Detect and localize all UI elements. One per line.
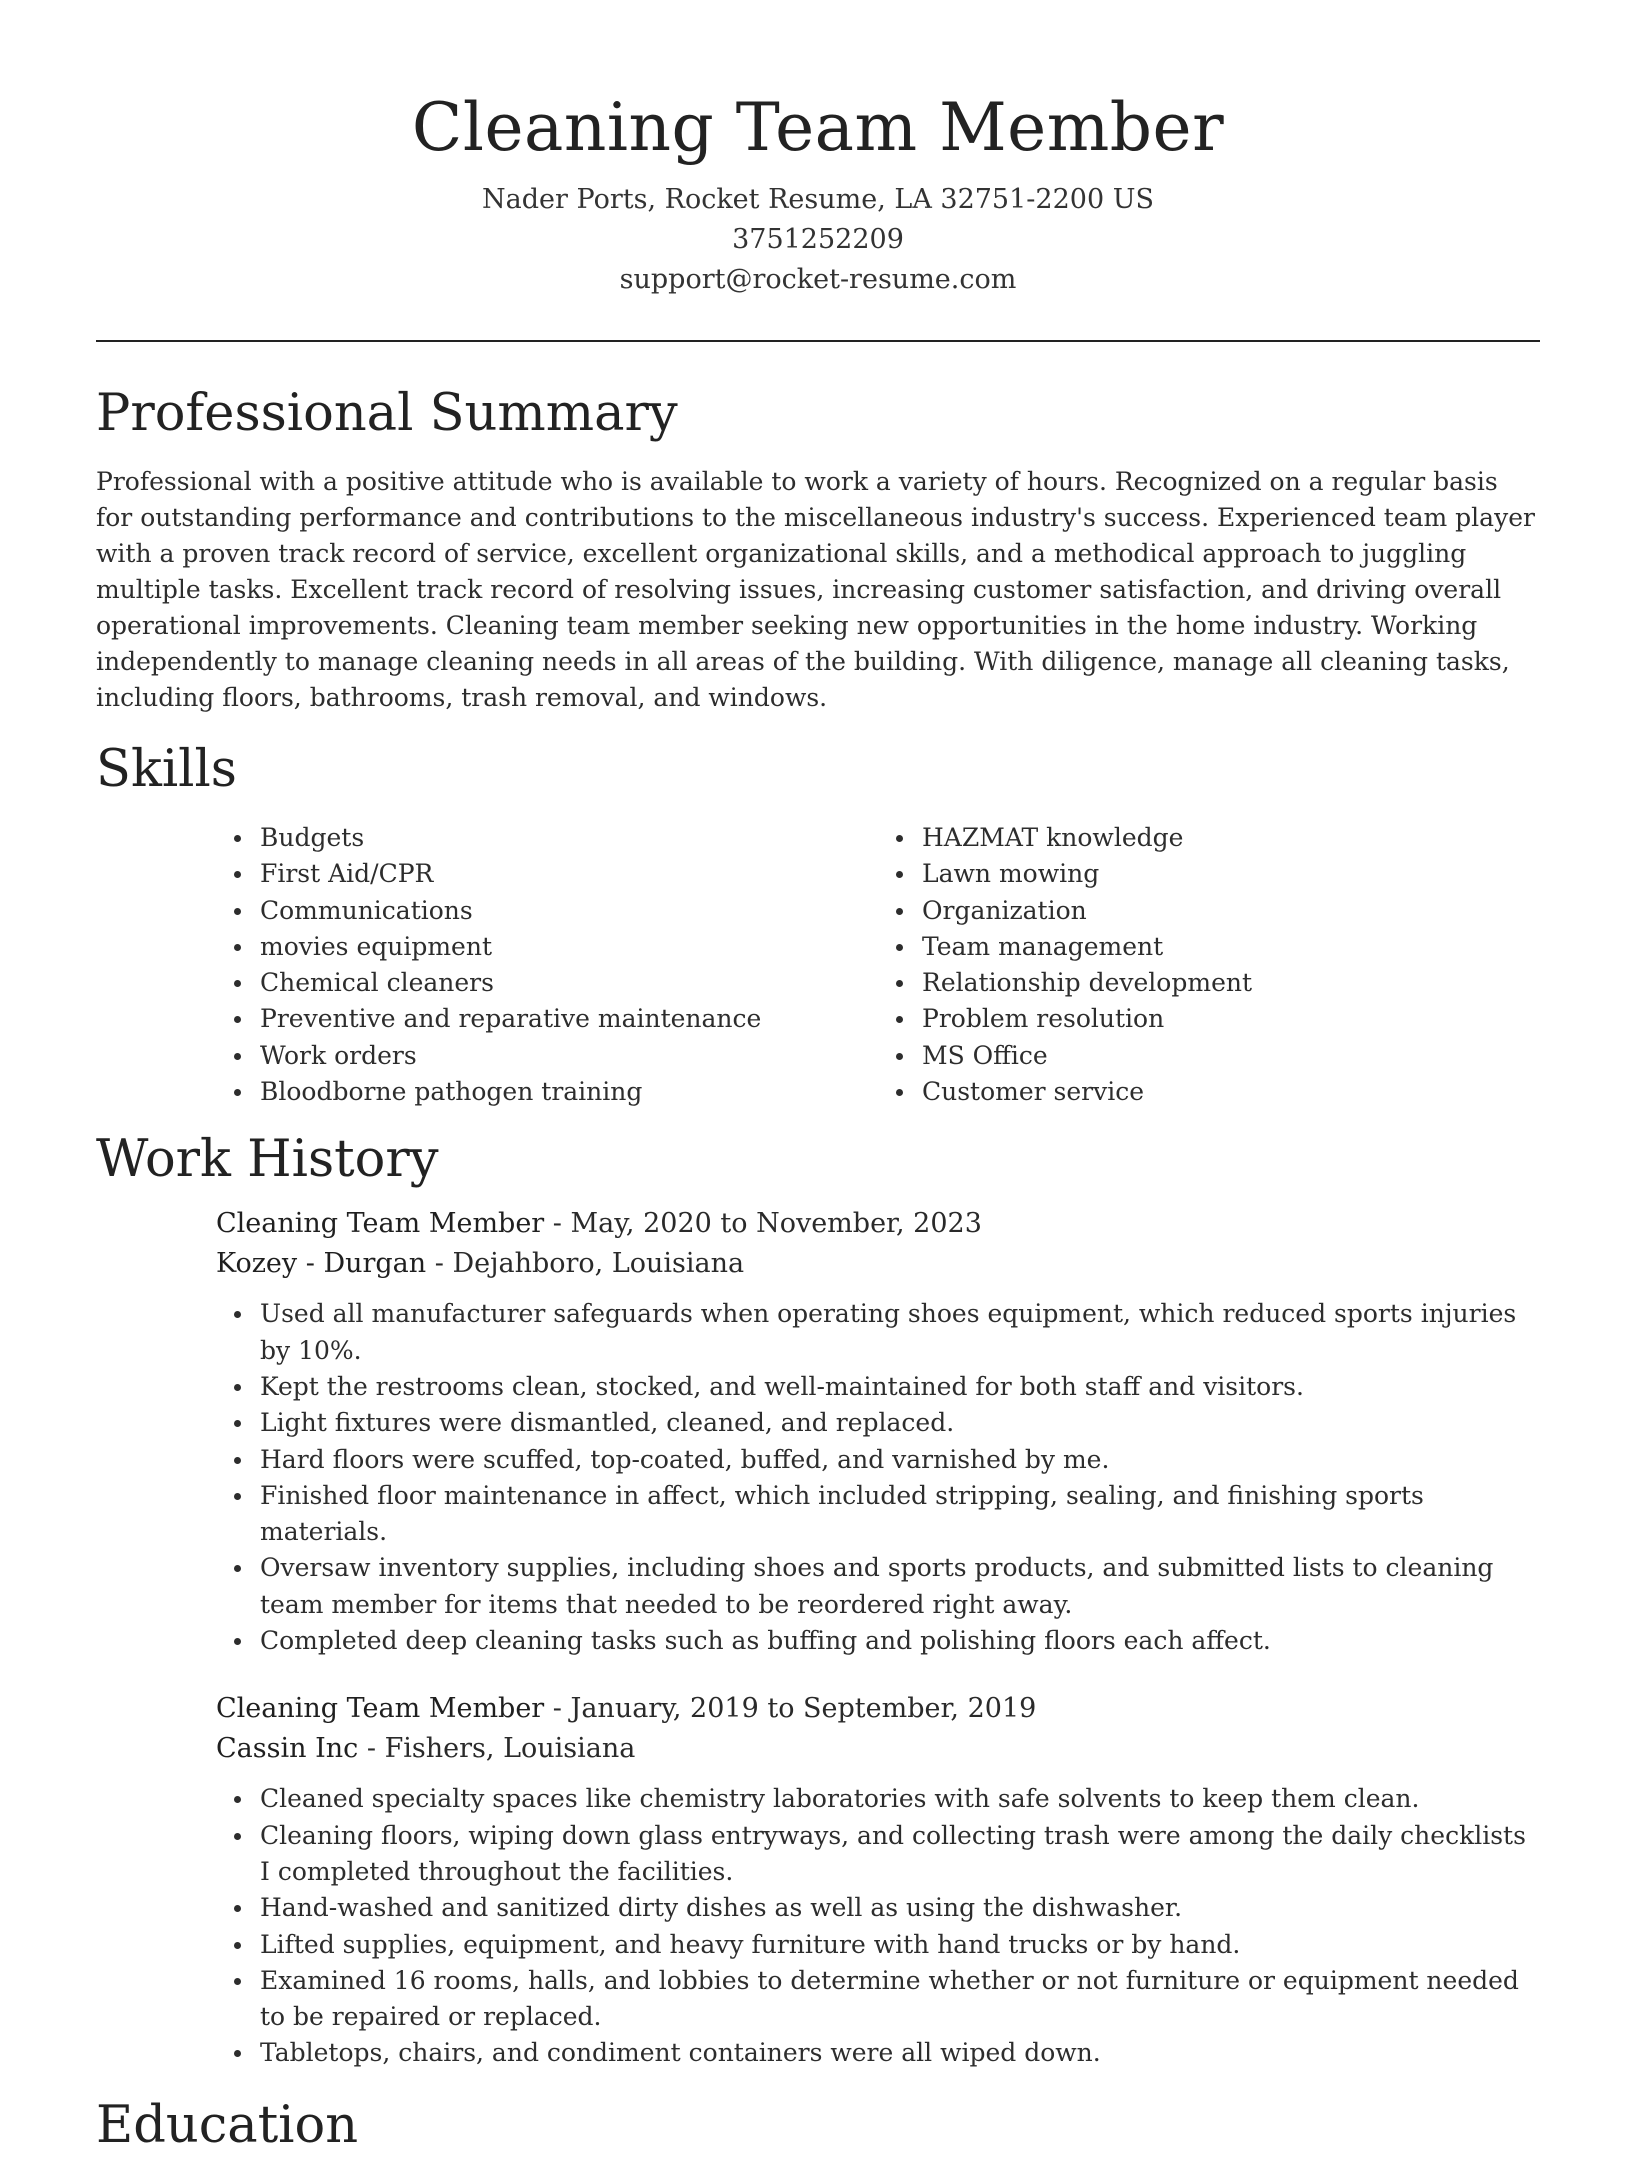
duty-item: Light fixtures were dismantled, cleaned, and replaced. [260, 1405, 1540, 1441]
duty-item: Completed deep cleaning tasks such as buffing and polishing floors each affect. [260, 1623, 1540, 1659]
skill-item: Communications [260, 893, 878, 929]
skill-item: Chemical cleaners [260, 965, 878, 1001]
candidate-name: Cleaning Team Member [411, 89, 1225, 166]
skill-item: Budgets [260, 820, 878, 856]
skills-left-column [216, 820, 878, 1110]
contact-address: Nader Ports, Rocket Resume, LA 32751-2200 US [482, 184, 1154, 215]
duty-item: Used all manufacturer safeguards when operating shoes equipment, which reduced sports injuries by 10%. [260, 1296, 1540, 1369]
duty-item: Examined 16 rooms, halls, and lobbies to determine whether or not furniture or equipment needed to be repaired or replaced. [260, 1963, 1540, 2036]
contact-email: support@rocket-resume.com [619, 264, 1017, 295]
job-dates: May, 2020 to November, 2023 [570, 1208, 982, 1240]
work-history-heading: Work History [96, 1130, 439, 1190]
skills-heading: Skills [96, 740, 237, 799]
job-entry [216, 1689, 1540, 2071]
header-divider [96, 340, 1540, 342]
job-company-line: Kozey - Durgan - Dejahboro, Louisiana [216, 1248, 745, 1280]
job-title-line: Cleaning Team Member - May, 2020 to November, 2023 [216, 1208, 982, 1240]
job-company: Kozey - Durgan [216, 1248, 427, 1280]
skill-item: Problem resolution [922, 1001, 1540, 1037]
job-duties [216, 1296, 1540, 1659]
skills-section [96, 738, 1540, 1110]
job-duties [216, 1781, 1540, 2071]
job-title: Cleaning Team Member [216, 1693, 545, 1725]
duty-item: Cleaned specialty spaces like chemistry laboratories with safe solvents to keep them clean. [260, 1781, 1540, 1817]
skill-item: Organization [922, 893, 1540, 929]
job-entry [216, 1204, 1540, 1659]
work-history-section [96, 1128, 1540, 2071]
resume-header [96, 0, 1540, 300]
job-title-line: Cleaning Team Member - January, 2019 to September, 2019 [216, 1693, 1037, 1725]
skill-item: HAZMAT knowledge [922, 820, 1540, 856]
job-company: Cassin Inc [216, 1733, 359, 1765]
job-dates: January, 2019 to September, 2019 [570, 1693, 1037, 1725]
duty-item: Cleaning floors, wiping down glass entryways, and collecting trash were among the daily checklists I completed throughout the facilities. [260, 1818, 1540, 1891]
resume-page [96, 0, 1540, 2155]
job-location: Dejahboro, Louisiana [452, 1248, 745, 1280]
duty-item: Lifted supplies, equipment, and heavy furniture with hand trucks or by hand. [260, 1927, 1540, 1963]
duty-item: Tabletops, chairs, and condiment containers were all wiped down. [260, 2035, 1540, 2071]
skill-item: First Aid/CPR [260, 856, 878, 892]
skill-item: Relationship development [922, 965, 1540, 1001]
skill-item: Bloodborne pathogen training [260, 1074, 878, 1110]
skill-item: Work orders [260, 1038, 878, 1074]
skill-item: movies equipment [260, 929, 878, 965]
summary-heading: Professional Summary [96, 384, 678, 443]
contact-phone: 3751252209 [732, 224, 904, 255]
duty-item: Hard floors were scuffed, top-coated, buffed, and varnished by me. [260, 1442, 1540, 1478]
skill-item: Team management [922, 929, 1540, 965]
duty-item: Oversaw inventory supplies, including shoes and sports products, and submitted lists to cleaning team member for items that needed to be reordered right away. [260, 1550, 1540, 1623]
education-heading: Education [96, 2095, 359, 2155]
skill-item: Customer service [922, 1074, 1540, 1110]
summary-section [96, 382, 1540, 716]
skill-item: Lawn mowing [922, 856, 1540, 892]
education-section [96, 2094, 1540, 2158]
skills-right-column [878, 820, 1540, 1110]
skills-grid [216, 820, 1540, 1110]
job-company-line: Cassin Inc - Fishers, Louisiana [216, 1733, 636, 1765]
contact-info [96, 180, 1540, 300]
duty-item: Finished floor maintenance in affect, which included stripping, sealing, and finishing sports materials. [260, 1478, 1540, 1551]
skill-item: Preventive and reparative maintenance [260, 1001, 878, 1037]
job-location: Fishers, Louisiana [384, 1733, 636, 1765]
duty-item: Hand-washed and sanitized dirty dishes as well as using the dishwasher. [260, 1890, 1540, 1926]
job-title: Cleaning Team Member [216, 1208, 545, 1240]
skill-item: MS Office [922, 1038, 1540, 1074]
summary-text: Professional with a positive attitude who is available to work a variety of hours. Recognized on a regular basis for outstanding performance and contributions to the miscellaneous industry's success. Experienced team player with a proven track record of service, excellent organizational skills, and a methodical approach to juggling multiple tasks. Excellent track record of resolving issues, increasing customer satisfaction, and driving overall operational improvements. Cleaning team member seeking new opportunities in the home industry. Working independently to manage cleaning needs in all areas of the building. With diligence, manage all cleaning tasks, including floors, bathrooms, trash removal, and windows. [96, 467, 1535, 712]
duty-item: Kept the restrooms clean, stocked, and well-maintained for both staff and visitors. [260, 1369, 1540, 1405]
